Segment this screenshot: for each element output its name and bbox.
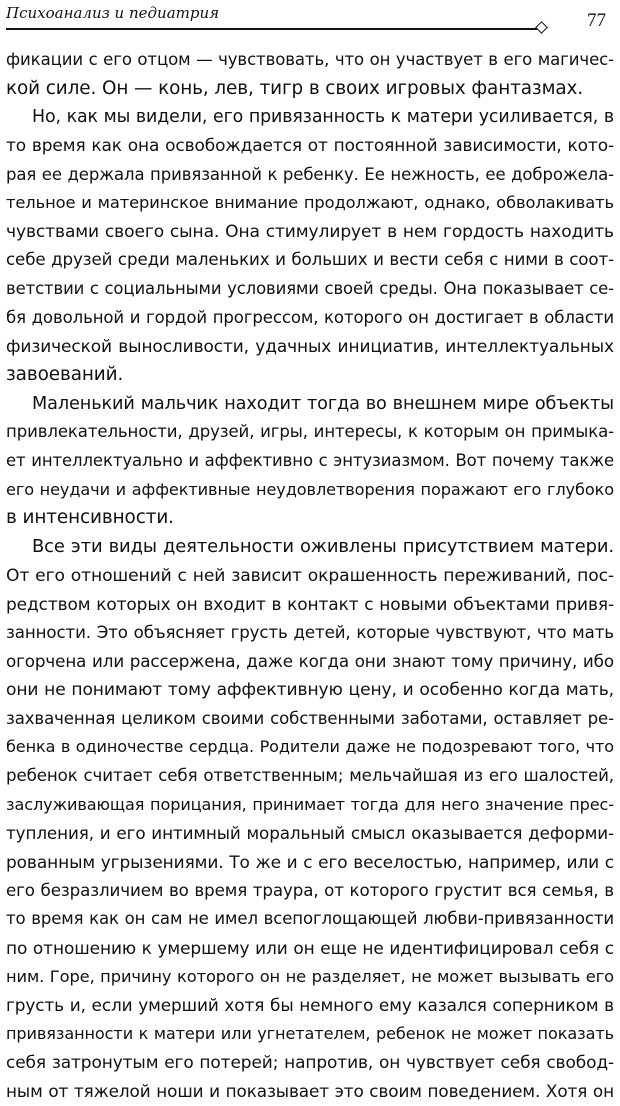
running-head [6, 4, 606, 32]
text-line: Маленький мальчик находит тогда во внешнем мире объекты [32, 393, 614, 414]
text-line: то время как он сам не имел всепоглощающей любви-привязанности [6, 909, 614, 929]
text-line: рованным угрызениями. То же и с его веселостью, например, или с [6, 851, 614, 872]
text-line: его безразличием во время траура, от которого грустит вся семья, в [6, 880, 614, 900]
text-line: привлекательности, друзей, игры, интересы, к которым он примыка- [6, 422, 614, 442]
text-line: то время как она освобождается от постоянной зависимости, кото- [6, 135, 614, 156]
text-line: ет интеллектуально и аффективно с энтузиазмом. Вот почему также [6, 450, 614, 470]
text-line: в интенсивности. [6, 507, 174, 529]
text-line: по отношению к умершему или он еще не идентифицировал себя с [6, 937, 614, 958]
text-line: ним. Горе, причину которого он не разделяет, не может вызывать его [6, 966, 614, 986]
text-line: завоеваний. [6, 364, 124, 386]
text-line: бя довольной и гордой прогрессом, которого он достигает в области [6, 307, 614, 327]
running-title: Психоанализ и педиатрия [6, 4, 220, 22]
text-line: занности. Это объясняет грусть детей, которые чувствуют, что мать [6, 622, 614, 642]
text-line: огорчена или рассержена, даже когда они знают тому причину, ибо [6, 651, 614, 672]
text-line: От его отношений с ней зависит окрашенность переживаний, пос- [6, 565, 614, 586]
text-line: ветствии с социальными условиями своей среды. Она показывает се- [6, 279, 614, 299]
text-line: Но, как мы видели, его привязанность к матери усиливается, в [32, 107, 614, 128]
page-number: 77 [587, 10, 606, 31]
text-line: они не понимают тому аффективную цену, и особенно когда мать, [6, 680, 614, 701]
text-line: грусть и, если умерший хотя бы немного ему казался соперником в [6, 995, 614, 1016]
diamond-ornament-icon [535, 21, 548, 34]
text-line: тельное и материнское внимание продолжают, однако, обволакивать [6, 193, 614, 213]
text-line: его неудачи и аффективные неудовлетворения поражают его глубоко [6, 479, 614, 499]
text-line: физической выносливости, удачных инициатив, интеллектуальных [6, 336, 614, 357]
text-line: редством которых он входит в контакт с новыми объектами привя- [6, 594, 614, 615]
text-line: тупления, и его интимный моральный смысл оказывается деформи- [6, 823, 614, 844]
text-line: Все эти виды деятельности оживлены присутствием матери. [32, 535, 614, 557]
text-line: себе друзей среди маленьких и больших и вести себя с ними в соот- [6, 250, 614, 270]
text-line: рая ее держала привязанной к ребенку. Ее нежность, ее доброжела- [6, 164, 614, 184]
text-line: чувствами своего сына. Она стимулирует в нем гордость находить [6, 221, 614, 242]
body-text [6, 46, 614, 1106]
text-line: заслуживающая порицания, принимает тогда для него значение прес- [6, 794, 614, 814]
text-line: фикации с его отцом — чувствовать, что он участвует в его магичес- [6, 50, 614, 69]
text-line: захваченная целиком своими собственными заботами, оставляет ре- [6, 708, 614, 728]
text-line: ребенок считает себя ответственным; мельчайшая из его шалостей, [6, 766, 614, 786]
text-line: кой силе. Он — конь, лев, тигр в своих игровых фантазмах. [6, 77, 584, 99]
text-line: ным от тяжелой ноши и показывает это своим поведением. Хотя он [6, 1081, 614, 1102]
text-line: себя затронутым его потерей; напротив, он чувствует себя свобод- [6, 1052, 614, 1073]
header-rule [6, 28, 546, 30]
text-line: привязанности к матери или угнетателем, ребенок не может показать [6, 1023, 614, 1043]
text-line: бенка в одиночестве сердца. Родители даже не подозревают того, что [6, 737, 614, 757]
